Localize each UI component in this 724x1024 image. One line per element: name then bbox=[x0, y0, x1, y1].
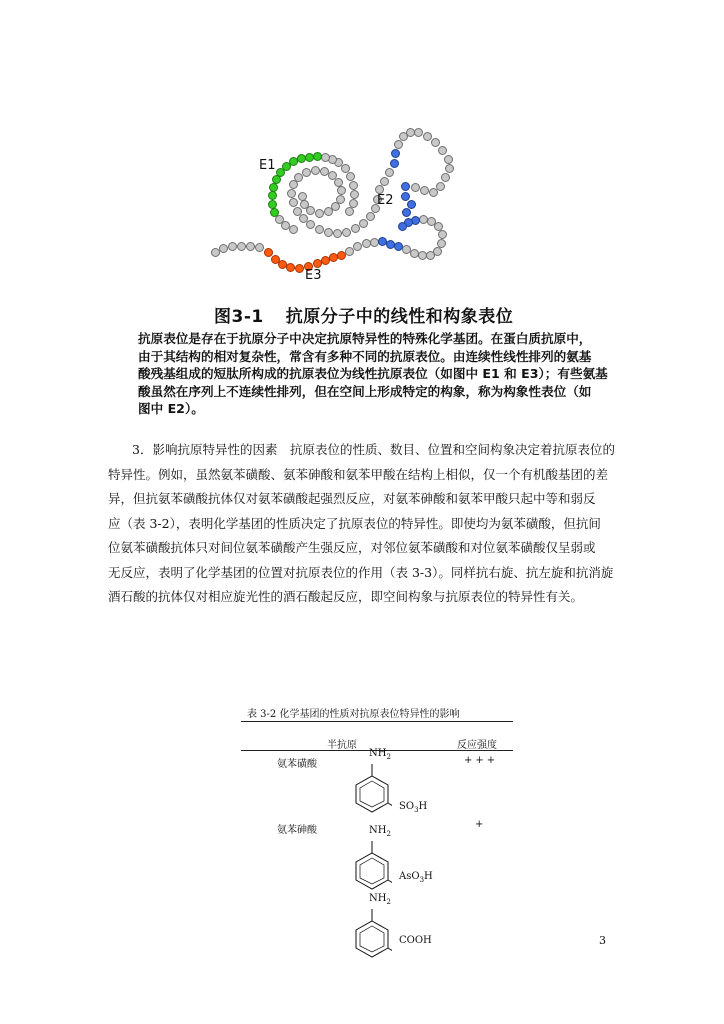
amino-acid-bead bbox=[438, 146, 447, 155]
amino-acid-bead bbox=[402, 208, 411, 217]
amino-acid-bead bbox=[401, 182, 410, 191]
body-line: 位氨苯磺酸抗体只对间位氨苯磺酸产生强反应，对邻位氨苯磺酸和对位氨苯磺酸仅呈弱或 bbox=[108, 540, 596, 555]
amino-acid-bead bbox=[407, 200, 416, 209]
hapten-name: 氨苯砷酸 bbox=[277, 825, 317, 836]
amino-acid-bead bbox=[353, 242, 362, 251]
amino-acid-bead bbox=[300, 200, 309, 209]
amino-acid-bead bbox=[401, 192, 410, 201]
amino-acid-bead bbox=[286, 263, 295, 272]
amino-acid-bead bbox=[346, 172, 355, 181]
amino-acid-bead bbox=[337, 186, 346, 195]
amino-acid-bead bbox=[268, 191, 277, 200]
amino-acid-bead bbox=[391, 149, 400, 158]
table-title: 表 3-2 化学基团的性质对抗原表位特异性的影响 bbox=[247, 709, 460, 720]
body-paragraph bbox=[108, 438, 620, 610]
amino-acid-bead bbox=[246, 242, 255, 251]
amino-acid-bead bbox=[315, 209, 324, 218]
amino-acid-bead bbox=[219, 244, 228, 253]
amino-acid-bead bbox=[313, 152, 322, 161]
table-header-reaction: 反应强度 bbox=[457, 740, 497, 751]
amino-acid-bead bbox=[414, 128, 423, 137]
amino-acid-bead bbox=[333, 229, 342, 238]
amino-acid-bead bbox=[419, 215, 428, 224]
amino-acid-bead bbox=[349, 181, 358, 190]
amino-acid-bead bbox=[411, 183, 420, 192]
amino-acid-bead bbox=[299, 214, 308, 223]
description-line: 图中 E2）。 bbox=[138, 401, 204, 417]
benzene-ring bbox=[352, 903, 392, 963]
amino-acid-bead bbox=[390, 159, 399, 168]
amino-acid-bead bbox=[366, 212, 375, 221]
benzene-ring bbox=[352, 758, 392, 818]
amino-acid-bead bbox=[289, 225, 298, 234]
description-line: 酸虽然在序列上不连续性排列，但在空间上形成特定的构象，称为构象性表位（如 bbox=[138, 383, 592, 399]
acid-group: $SO_3H$ bbox=[399, 801, 428, 814]
amino-acid-bead bbox=[423, 132, 432, 141]
amino-acid-bead bbox=[420, 186, 429, 195]
amino-acid-bead bbox=[302, 168, 311, 177]
amino-acid-bead bbox=[385, 168, 394, 177]
epitope-label-e2: E2 bbox=[377, 193, 394, 208]
table-header-hapten: 半抗原 bbox=[327, 740, 357, 751]
amino-acid-bead bbox=[324, 228, 333, 237]
amino-acid-bead bbox=[394, 140, 403, 149]
amino-acid-bead bbox=[433, 247, 442, 256]
amino-acid-bead bbox=[293, 207, 302, 216]
amino-acid-bead bbox=[436, 182, 445, 191]
amino-acid-bead bbox=[427, 217, 436, 226]
amino-acid-bead bbox=[228, 242, 237, 251]
benzene-ring bbox=[352, 835, 392, 895]
amino-acid-bead bbox=[315, 225, 324, 234]
hapten-name: 氨苯磺酸 bbox=[277, 759, 317, 770]
amino-acid-bead bbox=[359, 219, 368, 228]
amino-acid-bead bbox=[298, 192, 307, 201]
amino-acid-bead bbox=[444, 155, 453, 164]
table-top-rule bbox=[241, 721, 513, 722]
amino-acid-bead bbox=[295, 264, 304, 273]
amino-acid-bead bbox=[350, 190, 359, 199]
body-line: 酒石酸的抗体仅对相应旋光性的酒石酸起反应，即空间构象与抗原表位的特异性有关。 bbox=[108, 589, 584, 604]
amino-acid-bead bbox=[445, 164, 454, 173]
body-line: 异，但抗氨苯磺酸抗体仅对氨苯磺酸起强烈反应，对氨苯砷酸和氨苯甲酸只起中等和弱反 bbox=[108, 491, 596, 506]
amino-group: $NH_2$ bbox=[369, 893, 391, 906]
epitope-label-e3: E3 bbox=[305, 268, 322, 283]
figure-number: 图3-1 bbox=[214, 307, 264, 327]
amino-acid-bead bbox=[437, 239, 446, 248]
amino-acid-bead bbox=[324, 207, 333, 216]
figure-description bbox=[138, 330, 622, 418]
amino-acid-bead bbox=[438, 230, 447, 239]
antigen-epitope-figure bbox=[205, 118, 485, 288]
amino-acid-bead bbox=[306, 220, 315, 229]
acid-group: COOH bbox=[399, 935, 432, 946]
amino-acid-bead bbox=[398, 222, 407, 231]
amino-acid-bead bbox=[321, 153, 330, 162]
amino-acid-bead bbox=[431, 138, 440, 147]
amino-acid-bead bbox=[297, 154, 306, 163]
amino-acid-bead bbox=[311, 166, 320, 175]
amino-acid-bead bbox=[289, 198, 298, 207]
page-number: 3 bbox=[599, 934, 606, 947]
acid-group: AsO$_3$H bbox=[399, 871, 433, 884]
figure-caption bbox=[214, 302, 534, 327]
epitope-label-e1: E1 bbox=[259, 158, 276, 173]
reaction-strength: + bbox=[475, 819, 484, 830]
amino-group: $NH_2$ bbox=[369, 748, 391, 761]
description-line: 抗原表位是存在于抗原分子中决定抗原特异性的特殊化学基团。在蛋白质抗原中， bbox=[138, 331, 592, 346]
amino-acid-bead bbox=[345, 207, 354, 216]
reaction-strength: +++ bbox=[464, 755, 499, 766]
amino-acid-bead bbox=[342, 228, 351, 237]
amino-acid-bead bbox=[305, 153, 314, 162]
description-line: 酸残基组成的短肽所构成的抗原表位为线性抗原表位（如图中 E1 和 E3）；有些氨基 bbox=[138, 366, 608, 382]
amino-acid-bead bbox=[237, 242, 246, 251]
body-line: 应（表 3-2），表明化学基团的性质决定了抗原表位的特异性。即使均为氨苯磺酸，但抗间 bbox=[108, 515, 601, 531]
figure-title: 抗原分子中的线性和构象表位 bbox=[285, 307, 514, 327]
description-line: 由于其结构的相对复杂性，常含有多种不同的抗原表位。由连续性线性排列的氨基 bbox=[138, 348, 592, 364]
amino-acid-bead bbox=[255, 243, 264, 252]
body-line: 3．影响抗原特异性的因素 抗原表位的性质、数目、位置和空间构象决定着抗原表位的 bbox=[132, 442, 615, 457]
body-line: 无反应，表明了化学基团的位置对抗原表位的作用（表 3-3）。同样抗右旋、抗左旋和抗消旋 bbox=[108, 564, 614, 580]
amino-group: $NH_2$ bbox=[369, 825, 391, 838]
amino-acid-bead bbox=[287, 189, 296, 198]
amino-acid-bead bbox=[441, 173, 450, 182]
amino-acid-bead bbox=[351, 224, 360, 233]
body-line: 特异性。例如，虽然氨苯磺酸、氨苯砷酸和氨苯甲酸在结构上相似，仅一个有机酸基团的差 bbox=[108, 466, 609, 482]
